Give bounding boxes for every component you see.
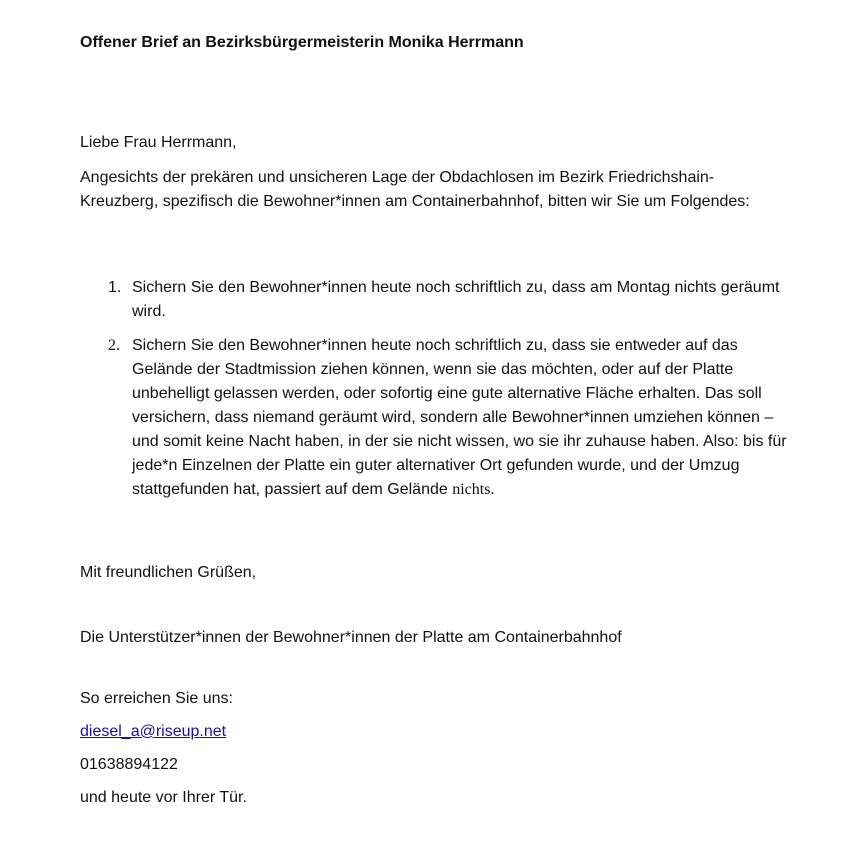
list-item-text: Sichern Sie den Bewohner*innen heute noch schriftlich zu, dass am Montag nichts geräumt wird. bbox=[132, 279, 780, 320]
list-item-last-word: nichts. bbox=[452, 481, 495, 498]
list-item bbox=[80, 276, 790, 324]
signature: Die Unterstützer*innen der Bewohner*innen der Platte am Containerbahnhof bbox=[80, 629, 622, 646]
list-number: 2. bbox=[108, 337, 120, 354]
email-link[interactable]: diesel_a@riseup.net bbox=[80, 723, 227, 740]
list-item bbox=[80, 334, 790, 502]
phone-number: 01638894122 bbox=[80, 756, 178, 773]
request-list bbox=[80, 276, 790, 502]
intro-paragraph: Angesichts der prekären und unsicheren Lage der Obdachlosen im Bezirk Friedrichshain-Kreuzberg, spezifisch die Bewohner*innen am Containerbahnhof, bitten wir Sie um Folgendes: bbox=[80, 169, 750, 210]
contact-door-note: und heute vor Ihrer Tür. bbox=[80, 789, 247, 806]
contact-label: So erreichen Sie uns: bbox=[80, 690, 233, 707]
closing: Mit freundlichen Grüßen, bbox=[80, 564, 257, 581]
salutation: Liebe Frau Herrmann, bbox=[80, 134, 237, 151]
list-item-text: Sichern Sie den Bewohner*innen heute noch schriftlich zu, dass sie entweder auf das Gelände der Stadtmission ziehen können, wenn sie das möchten, oder auf der Platte unbehelligt gelassen werden, oder sofortig eine gute alternative Fläche erhalten. Das soll versichern, dass niemand geräumt wird, sondern alle Bewohner*innen umziehen können – und somit keine Nacht haben, in der sie nicht wissen, wo sie ihr zuhause haben. Also: bis für jede*n Einzelnen der Platte ein guter alternativer Ort gefunden wurde, und der Umzug stattgefunden hat, passiert auf dem Gelände bbox=[132, 337, 787, 498]
letter-title: Offener Brief an Bezirksbürgermeisterin Monika Herrmann bbox=[80, 34, 524, 51]
list-number: 1. bbox=[108, 279, 122, 296]
